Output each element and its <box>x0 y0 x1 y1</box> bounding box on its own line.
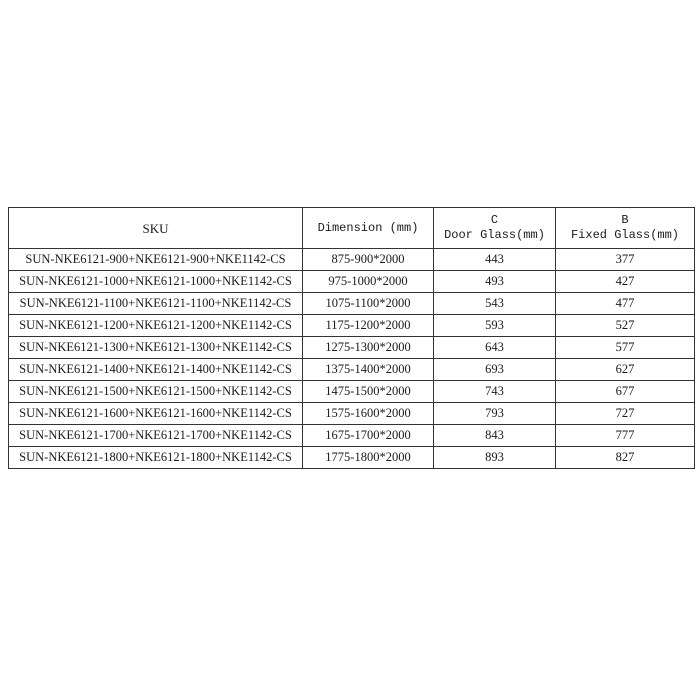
cell-fixed-glass: 427 <box>556 271 695 293</box>
cell-door-glass: 893 <box>434 447 556 469</box>
cell-sku: SUN-NKE6121-1100+NKE6121-1100+NKE1142-CS <box>9 293 303 315</box>
table-row <box>9 381 695 403</box>
table-row <box>9 271 695 293</box>
table-body <box>9 249 695 469</box>
cell-sku: SUN-NKE6121-1400+NKE6121-1400+NKE1142-CS <box>9 359 303 381</box>
cell-door-glass: 593 <box>434 315 556 337</box>
cell-dimension: 1475-1500*2000 <box>303 381 434 403</box>
table-row <box>9 447 695 469</box>
cell-sku: SUN-NKE6121-1500+NKE6121-1500+NKE1142-CS <box>9 381 303 403</box>
cell-fixed-glass: 577 <box>556 337 695 359</box>
table-header-row <box>9 208 695 249</box>
cell-dimension: 1375-1400*2000 <box>303 359 434 381</box>
table-row <box>9 425 695 447</box>
cell-fixed-glass: 377 <box>556 249 695 271</box>
cell-fixed-glass: 477 <box>556 293 695 315</box>
cell-door-glass: 793 <box>434 403 556 425</box>
cell-dimension: 1775-1800*2000 <box>303 447 434 469</box>
column-header-fixed-glass <box>556 208 695 249</box>
cell-door-glass: 543 <box>434 293 556 315</box>
cell-door-glass: 643 <box>434 337 556 359</box>
cell-dimension: 1575-1600*2000 <box>303 403 434 425</box>
cell-door-glass: 493 <box>434 271 556 293</box>
cell-fixed-glass: 827 <box>556 447 695 469</box>
cell-dimension: 1175-1200*2000 <box>303 315 434 337</box>
table-row <box>9 337 695 359</box>
table-row <box>9 293 695 315</box>
cell-fixed-glass: 727 <box>556 403 695 425</box>
cell-dimension: 875-900*2000 <box>303 249 434 271</box>
door-glass-label: Door Glass(mm) <box>444 228 545 242</box>
fixed-glass-label: Fixed Glass(mm) <box>570 228 680 242</box>
cell-fixed-glass: 777 <box>556 425 695 447</box>
cell-door-glass: 743 <box>434 381 556 403</box>
cell-fixed-glass: 527 <box>556 315 695 337</box>
cell-dimension: 1275-1300*2000 <box>303 337 434 359</box>
cell-fixed-glass: 627 <box>556 359 695 381</box>
table-row <box>9 359 695 381</box>
cell-door-glass: 843 <box>434 425 556 447</box>
cell-sku: SUN-NKE6121-1000+NKE6121-1000+NKE1142-CS <box>9 271 303 293</box>
cell-sku: SUN-NKE6121-1600+NKE6121-1600+NKE1142-CS <box>9 403 303 425</box>
door-glass-code: C <box>490 213 499 227</box>
cell-dimension: 1075-1100*2000 <box>303 293 434 315</box>
cell-fixed-glass: 677 <box>556 381 695 403</box>
table-row <box>9 403 695 425</box>
cell-sku: SUN-NKE6121-1800+NKE6121-1800+NKE1142-CS <box>9 447 303 469</box>
cell-sku: SUN-NKE6121-1200+NKE6121-1200+NKE1142-CS <box>9 315 303 337</box>
table-row <box>9 315 695 337</box>
cell-dimension: 975-1000*2000 <box>303 271 434 293</box>
table-row <box>9 249 695 271</box>
column-header-sku: SKU <box>9 208 303 249</box>
cell-door-glass: 693 <box>434 359 556 381</box>
fixed-glass-code: B <box>621 213 629 227</box>
cell-dimension: 1675-1700*2000 <box>303 425 434 447</box>
cell-sku: SUN-NKE6121-900+NKE6121-900+NKE1142-CS <box>9 249 303 271</box>
column-header-dimension: Dimension (mm) <box>303 208 434 249</box>
cell-sku: SUN-NKE6121-1700+NKE6121-1700+NKE1142-CS <box>9 425 303 447</box>
column-header-door-glass <box>434 208 556 249</box>
cell-door-glass: 443 <box>434 249 556 271</box>
cell-sku: SUN-NKE6121-1300+NKE6121-1300+NKE1142-CS <box>9 337 303 359</box>
spec-table <box>8 207 695 469</box>
